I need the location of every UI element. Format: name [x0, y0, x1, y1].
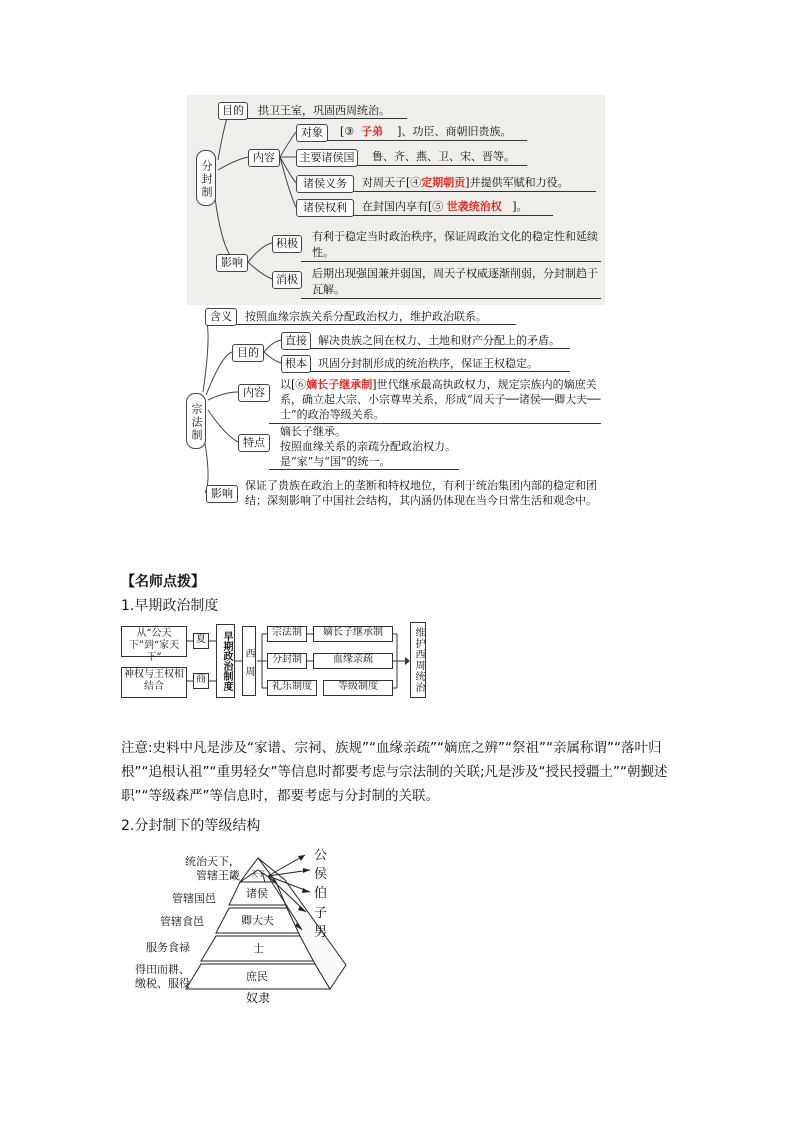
positive-label: 积极 [272, 235, 302, 253]
flow-xueyuan: 血缘亲疏 [313, 653, 393, 669]
purpose-label: 目的 [218, 102, 248, 120]
meaning-label: 含义 [205, 308, 237, 326]
pyramid-left-label-1: 统治天下，管辖王畿 [185, 855, 240, 882]
zongfa-content-text: 以[⑥嫡长子继承制]世代继承最高执政权力，规定宗族内的嫡庶关系，确立起大宗、小宗尊卑关系，形成“周天子──诸侯──卿大夫──士”的政治等级关系。 [280, 378, 601, 421]
root-label: 根本 [281, 355, 311, 373]
rank-nan: 男 [314, 925, 328, 940]
flow-shenquan: 神权与王权相结合 [121, 667, 187, 698]
tier-qingdafu: 卿大夫 [241, 914, 274, 927]
negative-label: 消极 [272, 271, 302, 289]
states-text: 鲁、齐、燕、卫、宋、晋等。 [372, 150, 515, 163]
flow-dengji: 等级制度 [323, 680, 393, 696]
note-text: 注意:史料中凡是涉及“家谱、宗祠、族规”“血缘亲疏”“嫡庶之辨”“祭祖”“亲属称谓”“落叶归根”“追根认祖”“重男轻女”等信息时都要考虑与宗法制的关联;凡是涉及“授民授疆土”“朝觐述职”“等级森严”等信息时，都要考虑与分封制的关联。 [121, 740, 668, 804]
rank-gong: 公 [314, 848, 328, 863]
flow-from-tianxia: 从“公天下”到“家天下” [121, 626, 187, 657]
flow-xia: 夏 [193, 633, 209, 649]
rights-label: 诸侯权利 [296, 199, 354, 217]
flow-result: 维护西周统治 [410, 622, 426, 698]
negative-text: 后期出现强国兼并弱国，周天子权威逐渐削弱，分封制趋于瓦解。 [312, 267, 598, 296]
tier-tianzi: 天子 [251, 870, 265, 878]
zongfa-impact-label: 影响 [206, 485, 238, 503]
item2-title: 2.分封制下的等级结构 [121, 818, 261, 834]
flow-liyue: 礼乐制度 [267, 680, 317, 696]
tier-shumin: 庶民 [246, 970, 268, 983]
flow-early: 早期政治制度 [216, 624, 235, 698]
impact-label: 影响 [216, 254, 248, 272]
feature-label: 特点 [238, 434, 270, 452]
rank-hou: 侯 [314, 867, 328, 882]
zongfa-root: 宗法制 [186, 393, 206, 449]
purpose-text: 拱卫王室，巩固西周统治。 [258, 104, 390, 117]
rank-zi: 子 [314, 906, 328, 921]
pyramid-left-label-5: 得田而耕、缴税、服役 [135, 963, 190, 990]
root-text: 巩固分封制形成的统治秩序，保证王权稳定。 [318, 357, 538, 370]
meaning-text: 按照血缘宗族关系分配政治权力，维护政治联系。 [245, 310, 487, 323]
flow-zongfa: 宗法制 [267, 626, 307, 642]
zongfa-purpose-label: 目的 [232, 344, 264, 362]
direct-text: 解决贵族之间在权力、土地和财产分配上的矛盾。 [318, 334, 560, 347]
pyramid-left-label-2: 管辖国邑 [172, 892, 216, 905]
tier-zhuhou: 诸侯 [246, 887, 268, 900]
feature-line-1: 嫡长子继承。 [280, 425, 346, 438]
rank-bo: 伯 [314, 886, 328, 901]
object-label: 对象 [296, 124, 328, 142]
item1-title: 1.早期政治制度 [121, 598, 219, 614]
duty-label: 诸侯义务 [296, 175, 354, 193]
tier-shi: 士 [253, 942, 264, 955]
rights-row: 在封国内享有[⑤ 世袭统治权 ]。 [362, 200, 528, 213]
section-title: 【名师点拨】 [121, 574, 205, 590]
flow-shang: 商 [193, 673, 209, 689]
flow-xizhou: 西周 [242, 626, 256, 696]
object-row: [③ 子弟 ]、功臣、商朝旧贵族。 [340, 125, 512, 138]
feature-line-2: 按照血缘关系的亲疏分配政治权力。 [280, 440, 456, 453]
states-label: 主要诸侯国 [296, 149, 358, 167]
positive-text: 有利于稳定当时政治秩序，保证周政治文化的稳定性和延续性。 [312, 230, 598, 259]
pyramid-bottom: 奴隶 [246, 991, 271, 1005]
zongfa-impact-text: 保证了贵族在政治上的垄断和特权地位，有利于统治集团内部的稳定和团结；深刻影响了中国社会结构，其内涵仍体现在当今日常生活和观念中。 [245, 479, 597, 507]
flow-fenfeng: 分封制 [267, 653, 307, 669]
pyramid-left-label-4: 服务食禄 [146, 941, 190, 954]
content-label: 内容 [248, 149, 280, 167]
duty-row: 对周天子[④定期朝贡]并提供军赋和力役。 [362, 176, 569, 189]
direct-label: 直接 [281, 332, 311, 350]
zongfa-content-label: 内容 [238, 384, 270, 402]
pyramid-left-label-3: 管辖食邑 [160, 915, 204, 928]
feature-line-3: 是“家”与“国”的统一。 [280, 455, 391, 468]
fenfeng-root: 分封制 [196, 150, 216, 206]
flow-dizhang: 嫡长子继承制 [313, 626, 393, 642]
